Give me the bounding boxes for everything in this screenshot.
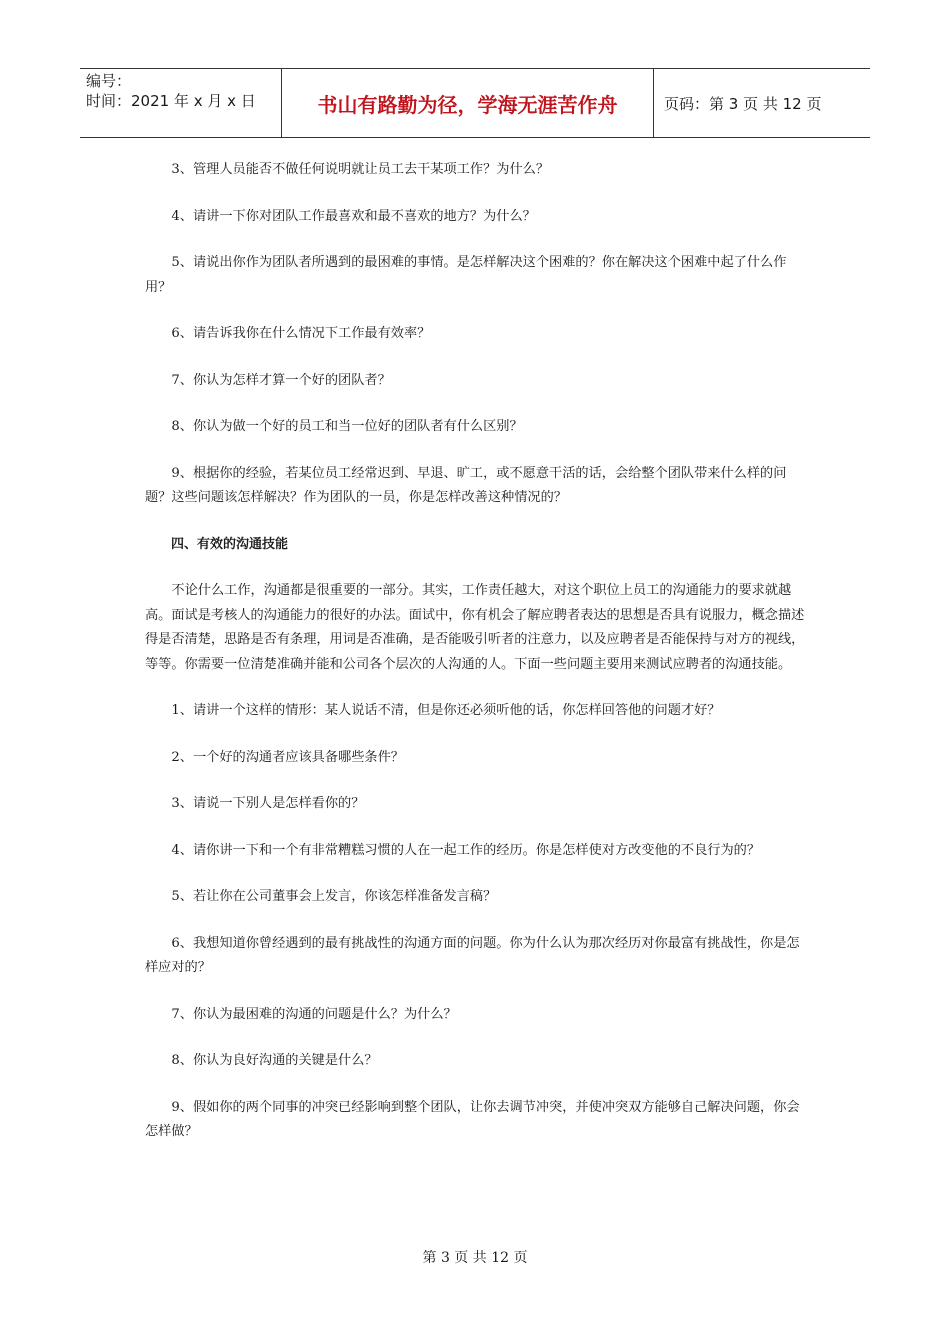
- page-footer: 第 3 页 共 12 页: [422, 1250, 528, 1266]
- paragraph: 5、请说出你作为团队者所遇到的最困难的事情。是怎样解决这个困难的？你在解决这个困难中起了什么作用？: [145, 255, 787, 295]
- paragraph: 6、请告诉我你在什么情况下工作最有效率？: [171, 326, 431, 341]
- paragraph: 5、若让你在公司董事会上发言，你该怎样准备发言稿？: [171, 889, 497, 904]
- paragraph: 4、请讲一下你对团队工作最喜欢和最不喜欢的地方？为什么？: [171, 208, 536, 224]
- document-body: [145, 158, 809, 1145]
- paragraph: 9、假如你的两个同事的冲突已经影响到整个团队，让你去调节冲突，并使冲突双方能够自己解决问题，你会怎样做？: [145, 1099, 800, 1139]
- paragraph: 4、请你讲一下和一个有非常糟糕习惯的人在一起工作的经历。你是怎样使对方改变他的不良行为的？: [171, 842, 761, 858]
- paragraph: 8、你认为良好沟通的关键是什么？: [171, 1053, 378, 1068]
- paragraph: 3、请说一下别人是怎样看你的？: [171, 796, 365, 811]
- header-page-info: 页码：第 3 页 共 12 页: [664, 94, 822, 113]
- paragraph: 1、请讲一个这样的情形：某人说话不清，但是你还必须听他的话，你怎样回答他的问题才好？: [171, 703, 721, 718]
- paragraph: 9、根据你的经验，若某位员工经常迟到、早退、旷工，或不愿意干活的话，会给整个团队带来什么样的问题？这些问题该怎样解决？作为团队的一员，你是怎样改善这种情况的？: [145, 465, 787, 505]
- paragraph: 不论什么工作，沟通都是很重要的一部分。其实，工作责任越大，对这个职位上员工的沟通能力的要求就越高。面试是考核人的沟通能力的很好的办法。面试中，你有机会了解应聘者表达的思想是否具有说服力，概念描述得是否清楚，思路是否有条理，用词是否准确，是否能吸引听者的注意力，以及应聘者是否能保持与对方的视线，等等。你需要一位清楚准确并能和公司各个层次的人沟通的人。下面一些问题主要用来测试应聘者的沟通技能。: [145, 583, 805, 672]
- paragraph: 7、你认为怎样才算一个好的团队者？: [171, 372, 391, 388]
- document-number-label: 编号：: [86, 72, 132, 90]
- document-time: 时间：2021 年 x 月 x 日: [86, 92, 256, 110]
- paragraph: 6、我想知道你曾经遇到的最有挑战性的沟通方面的问题。你为什么认为那次经历对你最富有挑战性，你是怎样应对的？: [145, 935, 800, 975]
- header-meta: [80, 69, 282, 137]
- paragraph: 8、你认为做一个好的员工和当一位好的团队者有什么区别？: [171, 419, 523, 434]
- page-header: [80, 68, 870, 138]
- paragraph: 2、一个好的沟通者应该具备哪些条件？: [171, 749, 404, 765]
- paragraph: 3、管理人员能否不做任何说明就让员工去干某项工作？为什么？: [171, 162, 550, 177]
- paragraph: 7、你认为最困难的沟通的问题是什么？为什么？: [171, 1006, 457, 1022]
- section-heading: 四、有效的沟通技能: [171, 536, 289, 552]
- header-motto: 书山有路勤为径，学海无涯苦作舟: [282, 69, 654, 137]
